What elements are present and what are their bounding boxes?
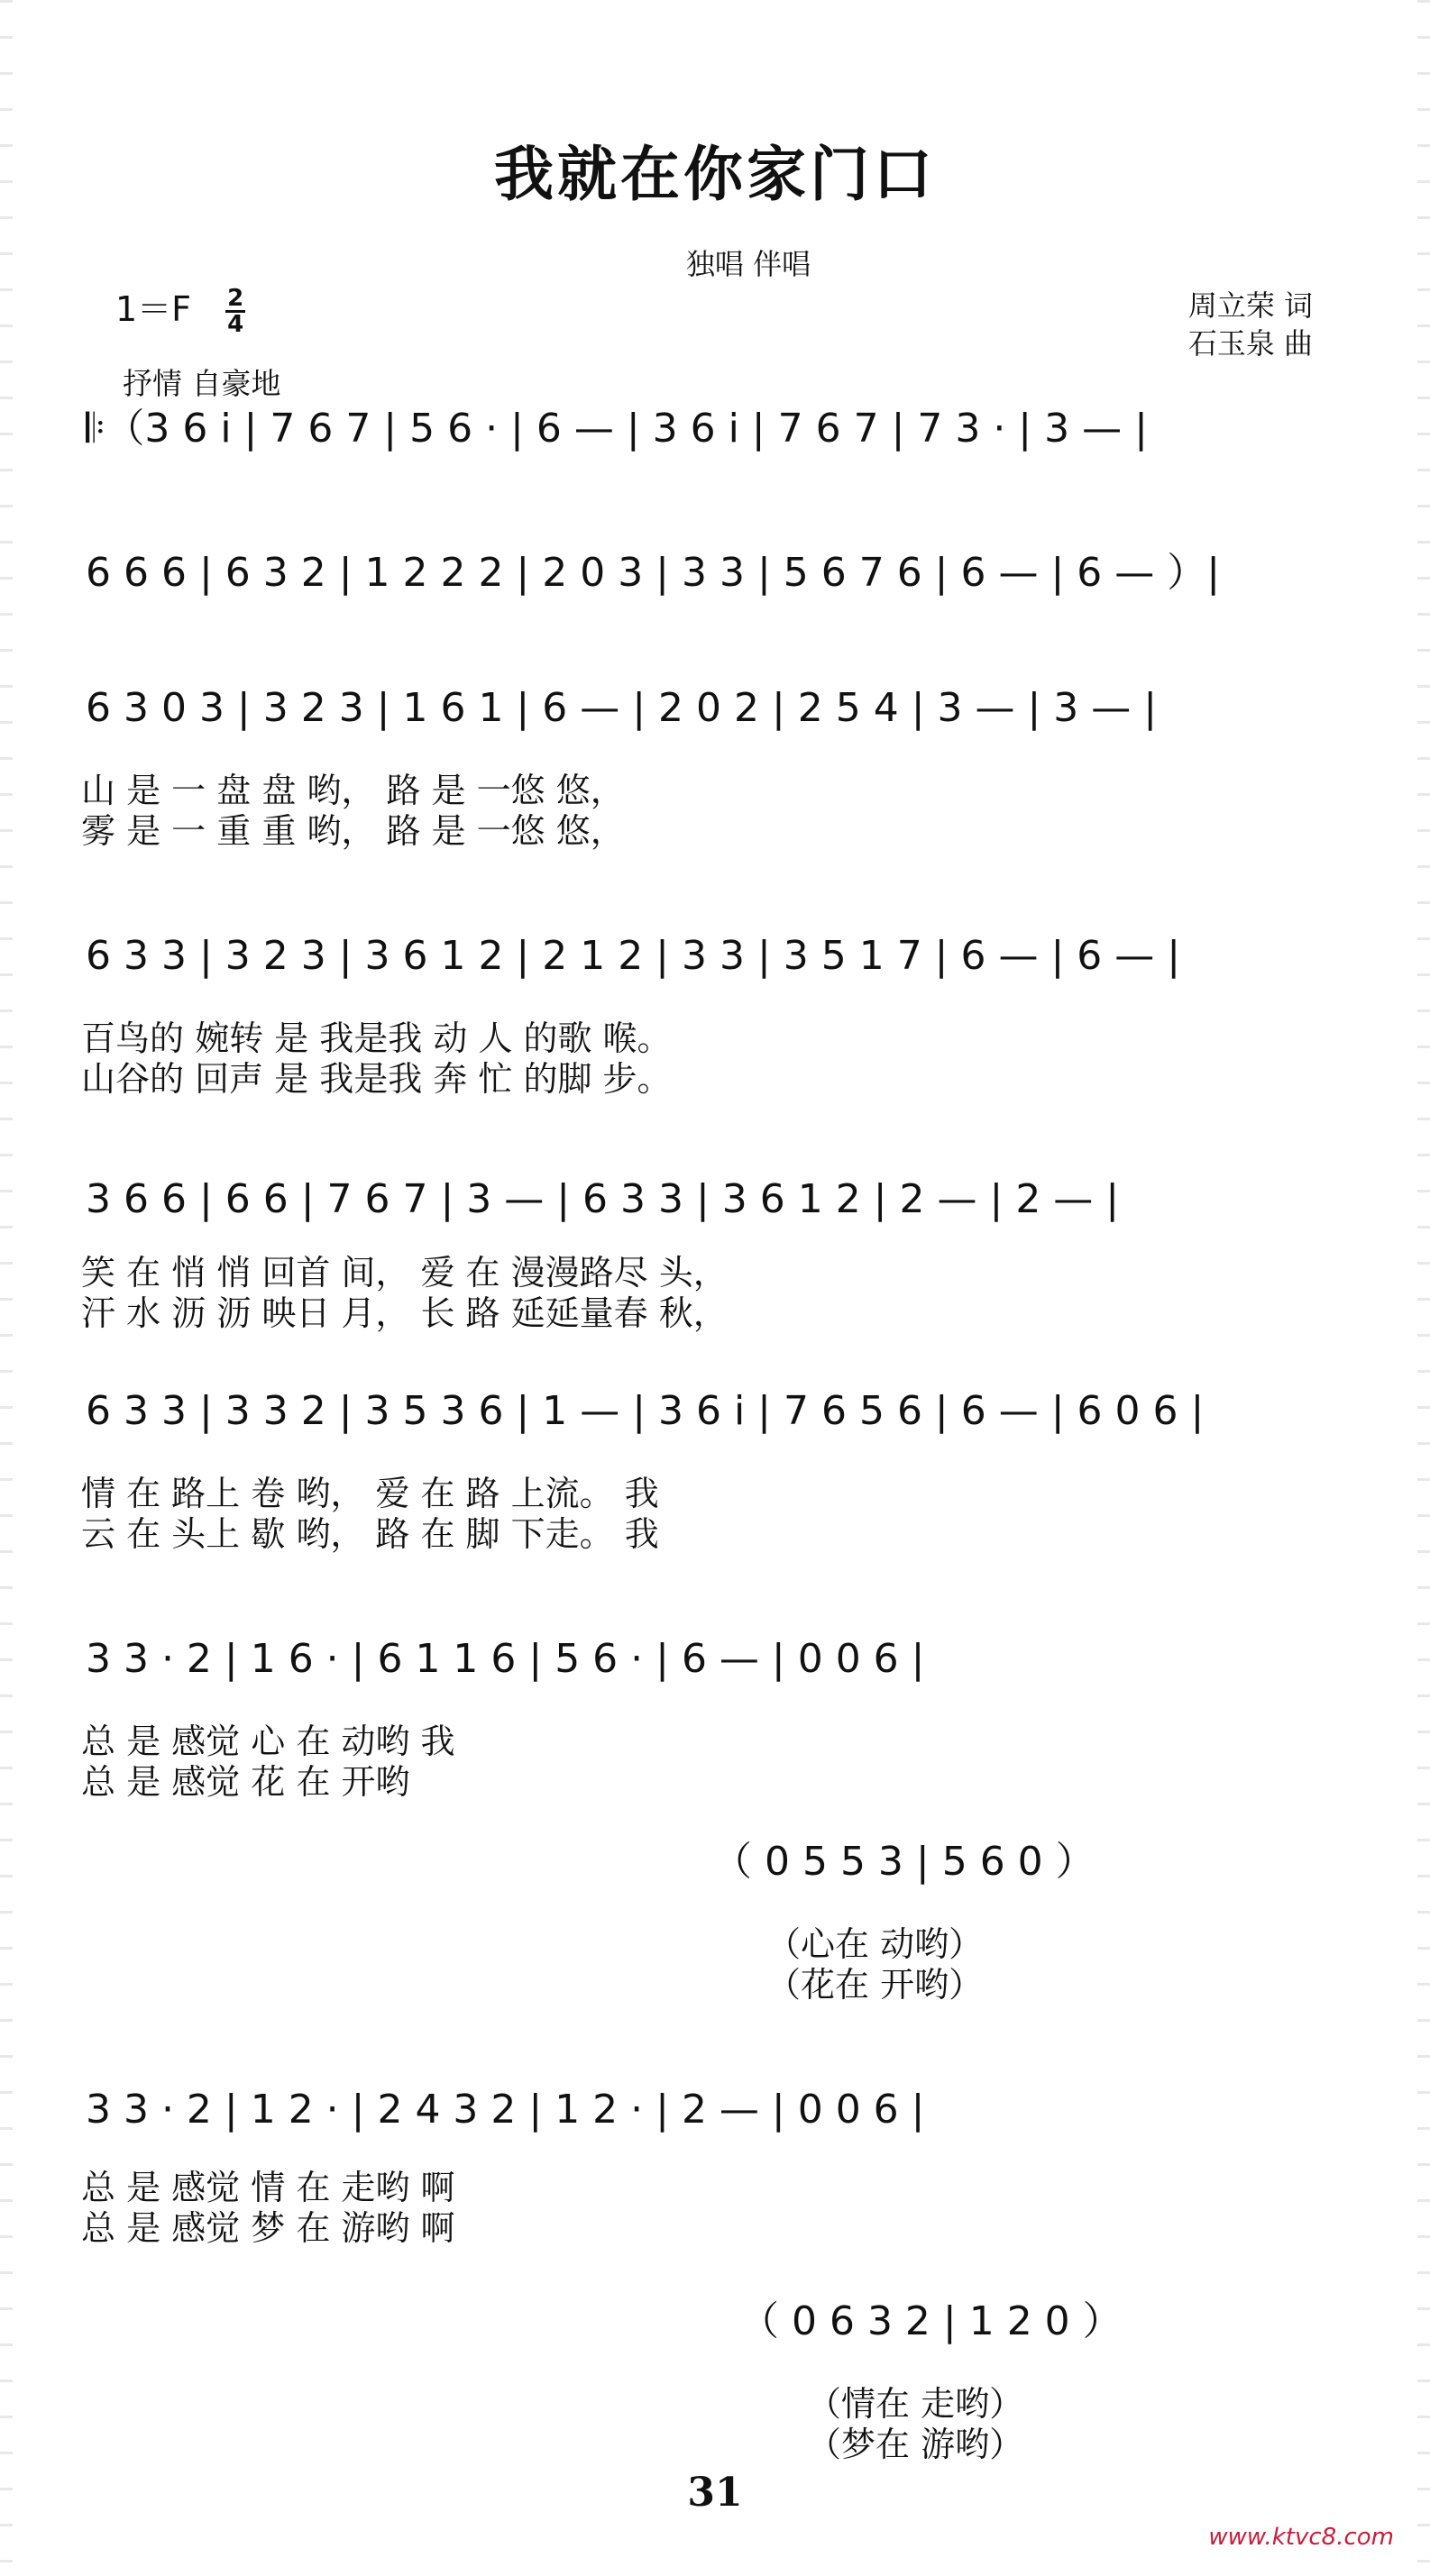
meter-top: 2 [227,285,244,312]
score-line: 3 3 · 2 | 1 2 · | 2 4 3 2 | 1 2 · | 2 — | 0 0 6 | [86,2087,925,2133]
lyric-line: （心在 动哟） [766,1924,984,1964]
lyric-line: 情 在 路上 卷 哟， 爱 在 路 上流。 我 [81,1474,659,1513]
composer-credit: 石玉泉 曲 [1187,326,1313,361]
lyric-line: 笑 在 悄 悄 回首 间， 爱 在 漫漫路尽 头， [81,1253,728,1293]
lyric-line: 总 是 感觉 情 在 走哟 啊 [81,2168,455,2207]
score-line: 6 3 3 | 3 2 3 | 3 6 1 2 | 2 1 2 | 3 3 | 3 5 1 7 | 6 — | 6 — | [86,933,1181,979]
lyric-line: 百鸟的 婉转 是 我是我 动 人 的歌 喉。 [81,1019,672,1058]
song-subtitle: 独唱 伴唱 [685,247,811,281]
lyric-line: （花在 开哟） [766,1965,984,2005]
score-line: 3 3 · 2 | 1 6 · | 6 1 1 6 | 5 6 · | 6 — | 0 0 6 | [86,1636,925,1682]
key-text: 1＝F [115,289,192,329]
tempo-marking: 抒情 自豪地 [123,366,281,401]
meter-bottom: 4 [227,311,244,338]
song-title: 我就在你家门口 [494,139,936,209]
score-line: 3 6 6 | 6 6 | 7 6 7 | 3 — | 6 3 3 | 3 6 1 2 | 2 — | 2 — | [86,1176,1120,1222]
lyricist-credit: 周立荣 词 [1187,288,1313,323]
lyric-line: （情在 走哟） [807,2384,1024,2424]
page-number: 31 [687,2470,743,2516]
score-line: （ 0 5 5 3 | 5 6 0 ） [712,1839,1095,1885]
lyric-line: （梦在 游哟） [807,2425,1024,2464]
score-line: 6 6 6 | 6 3 2 | 1 2 2 2 | 2 0 3 | 3 3 | 5 6 7 6 | 6 — | 6 — ）| [86,550,1221,596]
score-line: （ 0 6 3 2 | 1 2 0 ） [739,2298,1123,2344]
score-line: 6 3 3 | 3 3 2 | 3 5 3 6 | 1 — | 3 6 i | 7 6 5 6 | 6 — | 6 0 6 | [86,1388,1205,1434]
lyric-line: 山谷的 回声 是 我是我 奔 忙 的脚 步。 [81,1059,672,1099]
lyric-line: 总 是 感觉 梦 在 游哟 啊 [81,2208,455,2248]
lyric-line: 总 是 感觉 心 在 动哟 我 [81,1722,455,1761]
lyric-line: 山 是 一 盘 盘 哟， 路 是 一悠 悠， [81,771,625,810]
score-line: 𝄆（3 6 i | 7 6 7 | 5 6 · | 6 — | 3 6 i | 7 6 7 | 7 3 · | 3 — | [86,406,1148,452]
lyric-line: 汗 水 沥 沥 映日 月， 长 路 延延量春 秋， [81,1293,728,1333]
lyric-line: 雾 是 一 重 重 哟， 路 是 一悠 悠， [81,811,625,851]
watermark: www.ktvc8.com [1208,2524,1394,2551]
score-line: 6 3 0 3 | 3 2 3 | 1 6 1 | 6 — | 2 0 2 | 2 5 4 | 3 — | 3 — | [86,685,1158,731]
lyric-line: 云 在 头上 歇 哟， 路 在 脚 下走。 我 [81,1514,659,1554]
lyric-line: 总 是 感觉 花 在 开哟 [81,1762,410,1802]
